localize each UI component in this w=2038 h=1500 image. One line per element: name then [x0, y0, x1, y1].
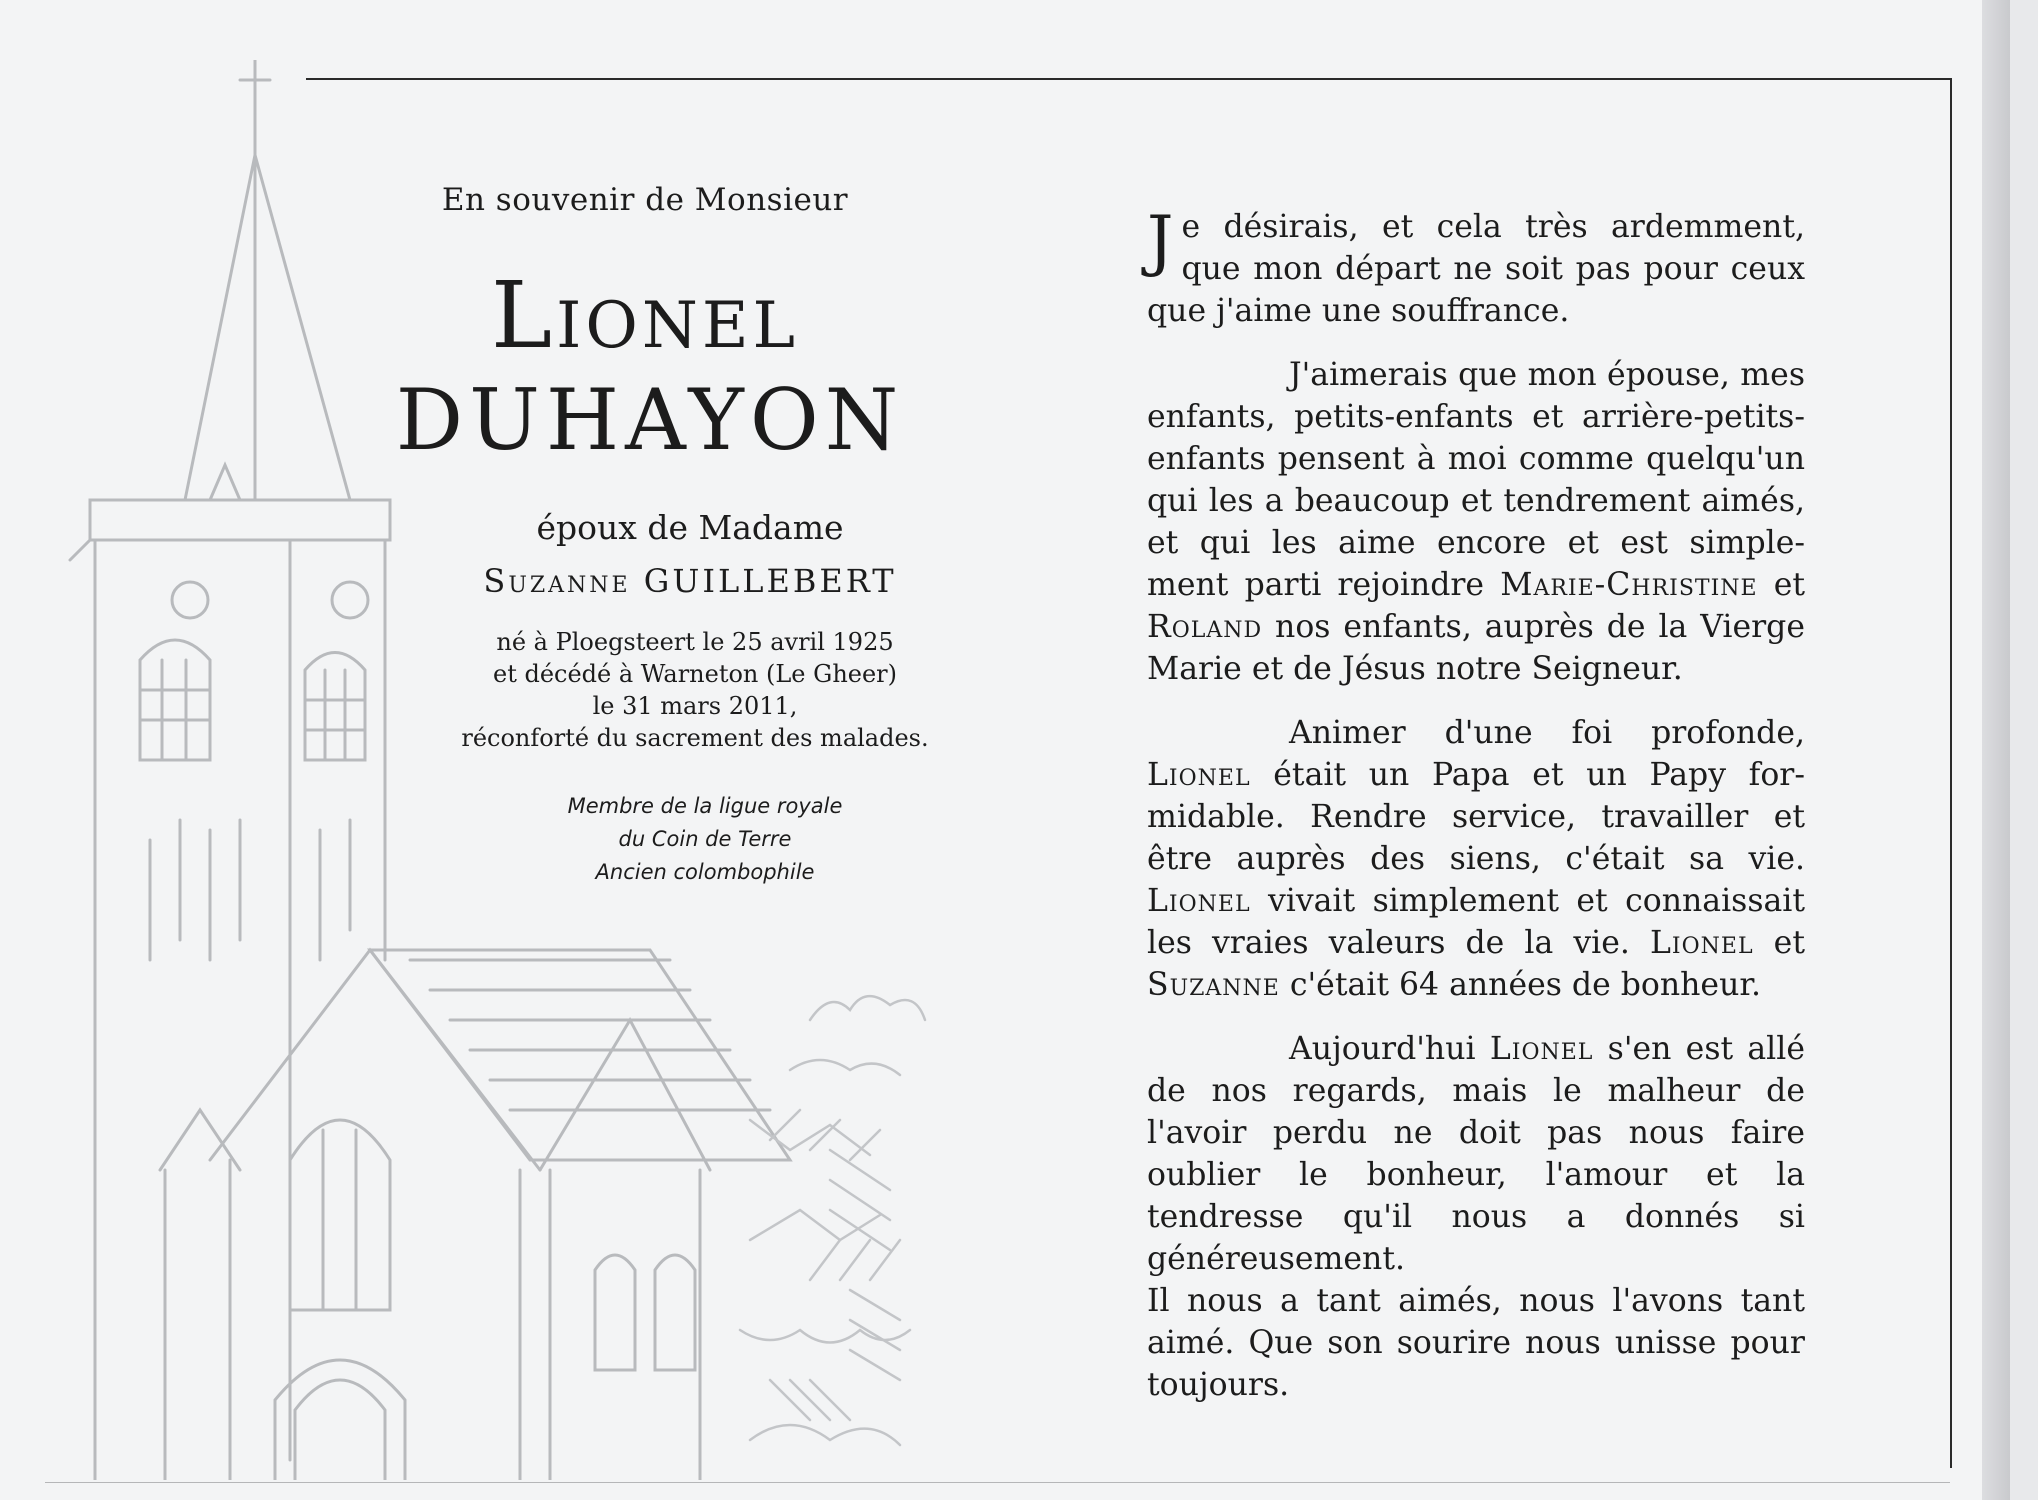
paragraph-4: [1147, 1028, 1805, 1280]
deceased-first-name: Lionel: [490, 262, 800, 369]
p3-text-e: c'était 64 années de bonheur.: [1279, 967, 1761, 1003]
membership-line-3: Ancien colombophile: [595, 860, 815, 884]
name-lionel: Lionel: [1147, 883, 1251, 919]
birth-line: né à Ploegsteert le 25 avril 1925: [496, 628, 894, 656]
bottom-rule: [45, 1482, 1950, 1483]
p2-text-b: et: [1757, 567, 1805, 603]
p4-text-a: Aujourd'hui: [1289, 1031, 1490, 1067]
eulogy-text: [1147, 202, 1805, 1406]
membership-block: [500, 790, 910, 889]
p3-text-c: vivait simplement et connaissait les vraies valeurs de la vie.: [1147, 883, 1805, 961]
life-dates: [420, 626, 970, 754]
p3-text-b: était un Papa et un Papy for-midable. Rendre service, travailler et être auprès des siens, c'était sa vie.: [1147, 757, 1805, 877]
name-marie-christine: Marie-Christine: [1500, 567, 1758, 603]
paragraph-1-text: e désirais, et cela très ardemment, que mon départ ne soit pas pour ceux que j'aime une souffrance.: [1147, 209, 1805, 329]
paragraph-5: Il nous a tant aimés, nous l'avons tant aimé. Que son sourire nous unisse pour toujours.: [1147, 1283, 1805, 1403]
deceased-last-name: DUHAYON: [395, 371, 905, 469]
sacrament-line: réconforté du sacrement des malades.: [461, 724, 929, 752]
p2-text-c: nos enfants, auprès de la Vierge Marie et de Jésus notre Seigneur.: [1147, 609, 1805, 687]
paragraph-2: [1147, 354, 1805, 690]
p3-text-a: Animer d'une foi profonde,: [1289, 715, 1805, 751]
name-lionel: Lionel: [1489, 1031, 1594, 1067]
spouse-label: époux de Madame: [536, 508, 844, 547]
drop-cap: J: [1147, 202, 1174, 279]
name-lionel: Lionel: [1147, 757, 1251, 793]
fold-shadow: [1982, 0, 2010, 1500]
membership-line-1: Membre de la ligue royale: [567, 794, 843, 818]
paragraph-1: [1147, 202, 1805, 332]
p3-text-d: et: [1753, 925, 1805, 961]
p2-text-a: J'aimerais que mon épouse, mes enfants, petits-enfants et arrière-petits-enfants pensent à moi comme quelqu'un qui les a beaucoup et tendrement aimés, et qui les aime encore et est simple-ment parti rejoindre: [1147, 357, 1805, 603]
death-date-line: le 31 mars 2011,: [592, 692, 798, 720]
membership-line-2: du Coin de Terre: [618, 827, 792, 851]
name-suzanne: Suzanne: [1147, 967, 1280, 1003]
right-rule: [1950, 78, 1952, 1468]
name-lionel: Lionel: [1650, 925, 1754, 961]
name-roland: Roland: [1147, 609, 1263, 645]
paragraph-3: [1147, 712, 1805, 1006]
death-line: et décédé à Warneton (Le Gheer): [492, 660, 898, 688]
souvenir-line: En souvenir de Monsieur: [441, 182, 849, 218]
p4-text-b: s'en est allé de nos regards, mais le malheur de l'avoir perdu ne doit pas nous faire oublier le bonheur, l'amour et la tendresse qu'il nous a donnés si généreusement.: [1147, 1031, 1805, 1277]
spouse-name: Suzanne GUILLEBERT: [483, 562, 897, 600]
